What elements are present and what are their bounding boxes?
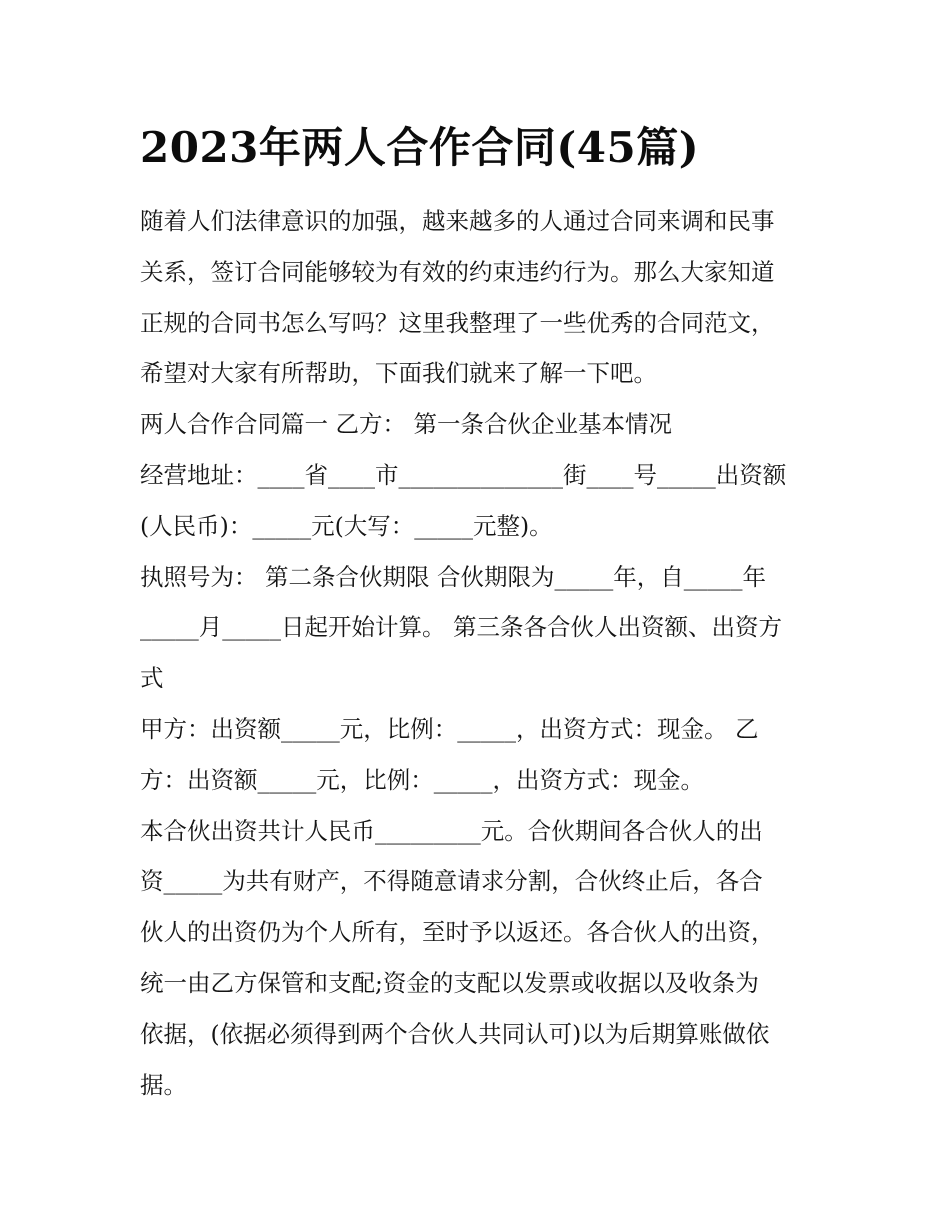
text-line: 经营地址：____省____市______________街____号_____出资额 xyxy=(140,460,787,489)
text-line: _____月_____日起开始计算。 第三条各合伙人出资额、出资方 xyxy=(140,613,782,642)
document-body xyxy=(140,196,816,1110)
text-line: 本合伙出资共计人民币_________元。合伙期间各合伙人的出 xyxy=(140,816,763,845)
text-line: 希望对大家有所帮助，下面我们就来了解一下吧。 xyxy=(140,359,657,388)
text-line: 统一由乙方保管和支配;资金的支配以发票或收据以及收条为 xyxy=(140,968,759,997)
document-title: 2023年两人合作合同(45篇) xyxy=(140,123,700,172)
text-line: 执照号为： 第二条合伙期限 合伙期限为_____年，自_____年 xyxy=(140,562,766,591)
text-line: 随着人们法律意识的加强，越来越多的人通过合同来调和民事 xyxy=(140,207,775,235)
text-line: 式 xyxy=(140,664,164,693)
text-line: 资_____为共有财产，不得随意请求分割，合伙终止后，各合 xyxy=(140,867,763,896)
text-line: 方：出资额_____元，比例：_____，出资方式：现金。 xyxy=(140,765,704,794)
text-line: 关系，签订合同能够较为有效的约束违约行为。那么大家知道 xyxy=(140,257,775,286)
text-line: (人民币)：_____元(大写：_____元整)。 xyxy=(140,511,553,540)
text-line: 依据，(依据必须得到两个合伙人共同认可)以为后期算账做依 xyxy=(140,1019,770,1048)
text-line: 正规的合同书怎么写吗？这里我整理了一些优秀的合同范文， xyxy=(140,308,775,337)
text-line: 甲方：出资额_____元，比例：_____，出资方式：现金。 乙 xyxy=(140,714,759,743)
text-line: 伙人的出资仍为个人所有，至时予以返还。各合伙人的出资， xyxy=(140,918,775,947)
text-line: 据。 xyxy=(140,1070,187,1099)
text-line: 两人合作合同篇一 乙方： 第一条合伙企业基本情况 xyxy=(140,410,672,439)
